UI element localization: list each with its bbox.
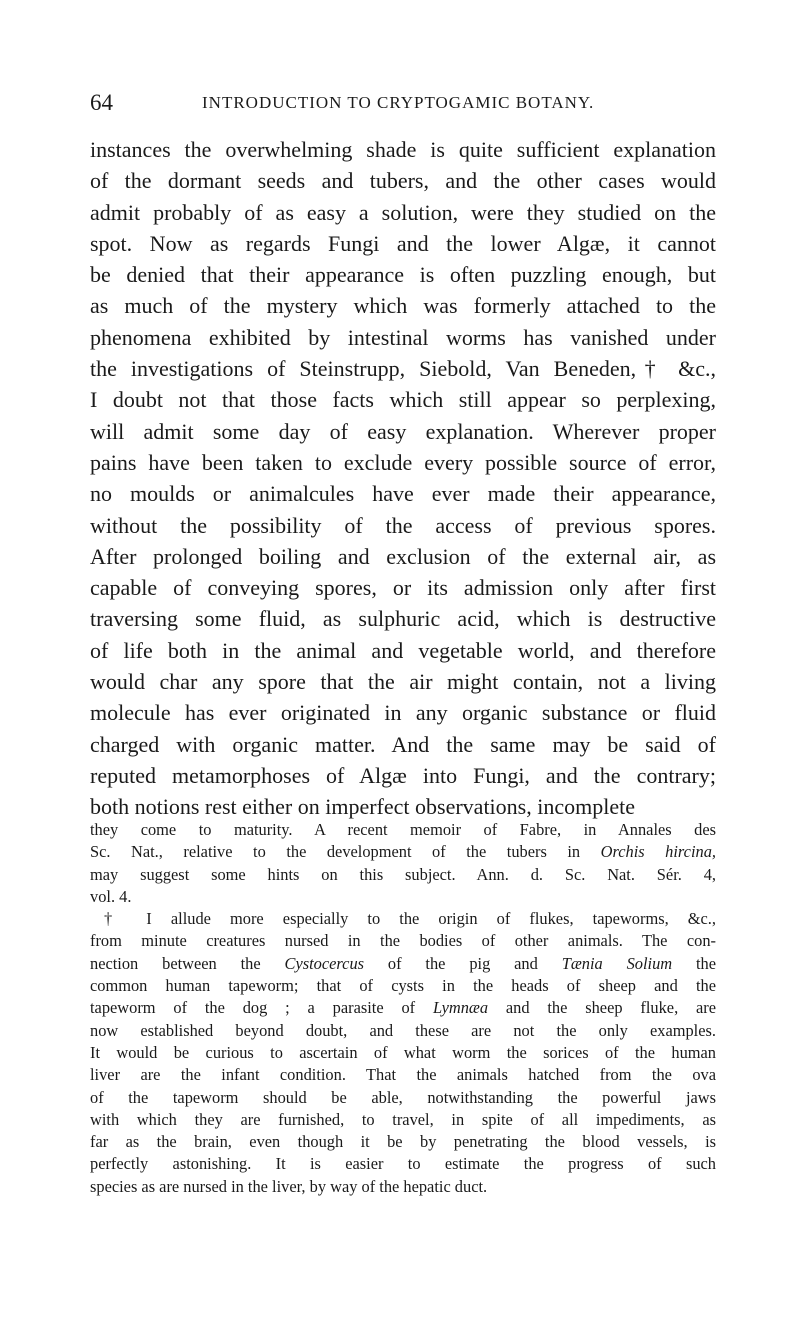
text-line: the investigations of Steinstrupp, Siebold, Van Beneden,† &c., <box>90 356 716 382</box>
footnote-text: tapeworm of the dog ; a parasite of <box>90 998 433 1018</box>
text-line: charged with organic matter. And the same may be said of <box>90 731 716 757</box>
text-line: instances the overwhelming shade is quite sufficient explanation <box>90 137 716 162</box>
running-title: INTRODUCTION TO CRYPTOGAMIC BOTANY. <box>202 93 595 112</box>
footnote-line: they come to maturity. A recent memoir of Fabre, in Annales des <box>90 820 716 839</box>
text-line: as much of the mystery which was formerly attached to the <box>90 293 716 319</box>
text-line: reputed metamorphoses of Algæ into Fungi, and the contrary; <box>90 762 716 788</box>
footnote-italic: Cystocercus <box>284 953 365 973</box>
text-line: be denied that their appearance is often puzzling enough, but <box>90 262 716 288</box>
footnote-line: now established beyond doubt, and these are not the only examples. <box>90 1020 716 1040</box>
footnote-text: Sc. Nat., relative to the development of the tubers in <box>90 842 601 862</box>
text-line: will admit some day of easy explanation. Wherever proper <box>90 418 716 444</box>
text-line: would char any spore that the air might contain, not a living <box>90 669 716 695</box>
text-line: admit probably of as easy a solution, were they studied on the <box>90 199 716 225</box>
footnote-line: far as the brain, even though it be by penetrating the blood vessels, is <box>90 1132 716 1152</box>
text-line: capable of conveying spores, or its admission only after first <box>90 575 716 601</box>
main-text <box>90 134 716 823</box>
text-line: of the dormant seeds and tubers, and the other cases would <box>90 168 716 194</box>
footnote-text: the <box>672 953 716 973</box>
text-line: spot. Now as regards Fungi and the lower Algæ, it cannot <box>90 230 716 256</box>
text-line: I doubt not that those facts which still appear so perplexing, <box>90 387 716 413</box>
footnote-line: may suggest some hints on this subject. Ann. d. Sc. Nat. Sér. 4, <box>90 864 716 884</box>
footnote-line: from minute creatures nursed in the bodies of other animals. The con- <box>90 931 716 951</box>
footnote-line: vol. 4. <box>90 886 132 906</box>
footnotes <box>90 819 716 1198</box>
footnote-italic: Lymnæa <box>432 998 489 1018</box>
running-head <box>90 88 730 118</box>
footnote-line: with which they are furnished, to travel, in spite of all impediments, as <box>90 1109 716 1129</box>
footnote-line: liver are the infant condition. That the animals hatched from the ova <box>90 1065 716 1085</box>
footnote-italic: Tænia Solium <box>561 953 673 973</box>
footnote-text: of the pig and <box>364 953 562 973</box>
footnote-line: of the tapeworm should be able, notwithstanding the powerful jaws <box>90 1087 716 1107</box>
text-line: of life both in the animal and vegetable world, and therefore <box>90 637 716 663</box>
footnote-line <box>90 841 716 863</box>
text-line: without the possibility of the access of previous spores. <box>90 512 716 538</box>
footnote-text: and the sheep fluke, are <box>488 998 716 1018</box>
text-line: traversing some fluid, as sulphuric acid, which is destructive <box>90 606 716 632</box>
page-number: 64 <box>90 90 113 115</box>
text-line: both notions rest either on imperfect observations, incomplete <box>90 794 635 820</box>
footnote-line: perfectly astonishing. It is easier to estimate the progress of such <box>90 1154 716 1174</box>
footnote-continued <box>90 819 716 908</box>
text-line: phenomena exhibited by intestinal worms has vanished under <box>90 324 716 350</box>
footnote-line <box>90 997 716 1019</box>
text-line: After prolonged boiling and exclusion of the external air, as <box>90 543 716 569</box>
footnote-line: It would be curious to ascertain of what worm the sorices of the human <box>90 1042 716 1062</box>
footnote-line: species as are nursed in the liver, by way of the hepatic duct. <box>90 1176 488 1196</box>
footnote-line: common human tapeworm; that of cysts in the heads of sheep and the <box>90 976 716 996</box>
footnote-line: † I allude more especially to the origin of flukes, tapeworms, &c., <box>104 909 716 929</box>
footnote-text: nection between the <box>90 953 285 973</box>
footnote-line <box>90 953 716 975</box>
text-line: molecule has ever originated in any organic substance or fluid <box>90 700 716 726</box>
footnote-dagger <box>90 908 716 1198</box>
text-line: no moulds or animalcules have ever made their appearance, <box>90 481 716 507</box>
footnote-italic: Orchis hircina, <box>600 842 716 862</box>
text-line: pains have been taken to exclude every possible source of error, <box>90 449 716 475</box>
